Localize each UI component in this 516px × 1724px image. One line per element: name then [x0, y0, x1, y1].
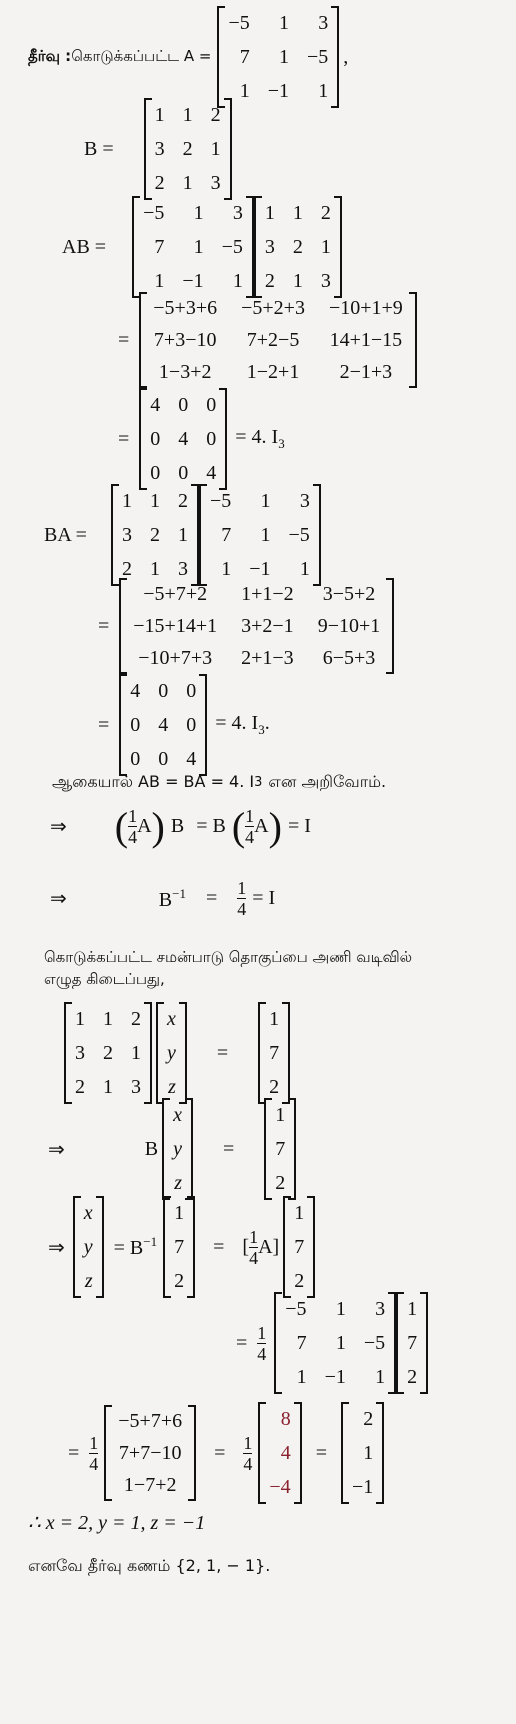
matrix-cell: 2 — [131, 1008, 141, 1030]
matrix-cell: 8 — [280, 1408, 291, 1430]
B-inverse: $B^{-1}$ — [158, 885, 186, 911]
xyz-vector — [162, 1098, 193, 1200]
matrix-cell: 4 — [186, 748, 197, 770]
BA-expanded-matrix — [119, 578, 394, 674]
matrix-cell: 4 — [150, 394, 161, 416]
matrix-cell: 3 — [318, 12, 329, 34]
AB-label: AB = — [62, 235, 107, 258]
matrix-cell: 1 — [299, 558, 310, 580]
matrix-cell: 1 — [294, 1202, 305, 1224]
matrix-cell: 1 — [131, 1042, 141, 1064]
matrix-cell: −5+3+6 — [153, 297, 218, 319]
matrix-cell: 1 — [269, 1008, 280, 1030]
matrix-cell: 2 — [294, 1270, 305, 1292]
matrix-cell: −5 — [143, 202, 165, 224]
matrix-cell: 1 — [177, 524, 188, 546]
equals-sign: = — [68, 1441, 80, 1464]
matrix-cell: 7 — [275, 1138, 286, 1160]
matrix-cell: 1 — [182, 172, 193, 194]
matrix-cell: 1 — [210, 138, 221, 160]
matrix-cell: 1 — [75, 1008, 85, 1030]
quarter-fraction: $\frac{1}{4}$ — [245, 806, 255, 847]
matrix-cell: 7 — [294, 1236, 305, 1258]
matrix-cell: 0 — [150, 462, 161, 484]
matrix-cell: 2 — [177, 490, 188, 512]
matrix-cell: z — [84, 1270, 93, 1292]
four-I3: = 4. $I_3$ — [235, 426, 285, 451]
matrix-cell: 4 — [158, 714, 169, 736]
matrix-cell: 1 — [154, 270, 165, 292]
matrix-cell: x — [167, 1008, 176, 1030]
matrix-cell: −5 — [221, 236, 243, 258]
matrix-cell: 0 — [158, 680, 169, 702]
BA-row — [44, 484, 321, 586]
matrix-cell: −5 — [363, 1332, 386, 1354]
matrix-cell: 3−5+2 — [322, 583, 376, 605]
equals-B: = B — [196, 815, 226, 837]
matrix-cell: 3+2−1 — [241, 615, 294, 637]
matrix-cell: 3 — [375, 1298, 386, 1320]
matrix-cell: 3 — [121, 524, 132, 546]
matrix-cell: 0 — [186, 680, 197, 702]
matrix-cell: −10+1+9 — [328, 297, 403, 319]
matrix-cell: z — [168, 1076, 176, 1098]
matrix-cell: 1 — [318, 80, 329, 102]
quarter-fraction: $\frac{1}{4}$ — [128, 806, 138, 847]
matrix-cell: 0 — [150, 428, 161, 450]
hence-sub: 3 — [254, 775, 263, 790]
matrix-cell: z — [174, 1172, 182, 1194]
matrix-cell: 2 — [210, 104, 221, 126]
matrix-cell: −15+14+1 — [133, 615, 218, 637]
matrix-cell: 1 — [264, 202, 275, 224]
hence-text: ஆகையால் AB = BA = 4. I — [52, 772, 255, 791]
matrix-cell: 3 — [210, 172, 221, 194]
matrix-cell: 1+1−2 — [241, 583, 294, 605]
matrix-cell: 2 — [182, 138, 193, 160]
matrix-cell: 3 — [177, 558, 188, 580]
matrix-cell: 4 — [280, 1442, 291, 1464]
A-letter: A — [137, 815, 152, 837]
matrix-cell: 9−10+1 — [317, 615, 381, 637]
matrix-cell: 1−3+2 — [158, 361, 212, 383]
quarter-fraction: $\frac{1}{4}$ — [257, 1322, 267, 1364]
matrix-cell: −4 — [269, 1476, 291, 1498]
matrix-cell: 1 — [375, 1366, 386, 1388]
AB-result-row — [108, 388, 285, 490]
matrix-cell: 1 — [296, 1366, 307, 1388]
matrix-A — [217, 6, 339, 108]
matrix-cell: 1 — [174, 1202, 185, 1224]
B-label: B = — [84, 137, 114, 160]
matrix-cell: 1 — [260, 490, 271, 512]
system-text-line-1: கொடுக்கப்பட்ட சமன்பாடு தொகுப்பை அணி வடிவில் — [44, 948, 413, 966]
matrix-cell: 1 — [221, 558, 232, 580]
matrix-cell: x — [173, 1104, 182, 1126]
matrix-cell: −1 — [324, 1366, 346, 1388]
A-letter: A — [254, 815, 269, 837]
matrix-cell: 1 — [279, 46, 290, 68]
AB-expanded-row — [108, 292, 417, 388]
AB-expanded-matrix — [139, 292, 417, 388]
implies-row-4: ⇒ x y z = $B^{-1}$ 1 7 2 = [ $\frac{1}{4}$ A ] 1 7 2 — [48, 1196, 315, 1298]
xyz-vector — [156, 1002, 187, 1104]
matrix-cell: 1 — [260, 524, 271, 546]
matrix-cell: 4 — [130, 680, 141, 702]
matrix-cell: 0 — [130, 714, 141, 736]
matrix-cell: −5+2+3 — [241, 297, 305, 319]
matrix-cell: y — [83, 1236, 93, 1258]
matrix-cell: 1−2+1 — [246, 361, 300, 383]
matrix-cell: 2−1+3 — [339, 361, 393, 383]
implies-arrow: ⇒ — [50, 816, 67, 838]
rhs-vector — [283, 1196, 315, 1298]
matrix-cell: −5 — [285, 1298, 307, 1320]
equals-sign: = — [118, 427, 130, 450]
matrix-cell: −5 — [228, 12, 250, 34]
equals-sign: = — [315, 1441, 327, 1464]
matrix-cell: 14+1−15 — [329, 329, 403, 351]
BA-result-matrix — [119, 674, 207, 776]
B-letter: B — [170, 815, 185, 837]
BA-label: BA = — [44, 523, 87, 546]
matrix-cell: 2 — [292, 236, 303, 258]
matrix-cell: 3 — [320, 270, 331, 292]
matrix-cell: 1 — [335, 1332, 346, 1354]
solution-set-line: எனவே தீர்வு கணம் {2, 1, − 1}. — [28, 1556, 271, 1575]
equals-sign: = — [213, 1235, 225, 1258]
matrix-cell: 0 — [186, 714, 197, 736]
matrix-cell: 0 — [206, 394, 217, 416]
matrix-cell: 0 — [130, 748, 141, 770]
matrix-cell: 1 — [103, 1076, 113, 1098]
matrix-cell: 3 — [131, 1076, 141, 1098]
given-A-row: தீர்வு : கொடுக்கப்பட்ட A = −5 1 3 7 1 −5 1 −1 1 , — [28, 6, 348, 108]
implies-row-3 — [48, 1098, 296, 1200]
therefore-line: ∴ x = 2, y = 1, z = −1 — [28, 1512, 206, 1534]
matrix-cell: 0 — [178, 462, 189, 484]
matrix-cell: y — [167, 1042, 176, 1064]
matrix-cell: 7 — [174, 1236, 185, 1258]
matrix-cell: −5+7+6 — [118, 1410, 183, 1432]
matrix-cell: 0 — [158, 748, 169, 770]
equals-sign: = — [118, 328, 130, 351]
hence-line — [52, 772, 386, 793]
matrix-cell: 3 — [264, 236, 275, 258]
matrix-cell: 1 — [193, 202, 204, 224]
matrix-cell: 1 — [149, 490, 160, 512]
matrix-cell: 2 — [103, 1042, 113, 1064]
AB-matrix-B — [254, 196, 342, 298]
rhs-vector — [264, 1098, 296, 1200]
matrix-cell: −5 — [288, 524, 310, 546]
matrix-cell: 3 — [75, 1042, 85, 1064]
matrix-cell: 1 — [279, 12, 290, 34]
matrix-cell: 1 — [154, 104, 165, 126]
matrix-cell: 7 — [296, 1332, 307, 1354]
equals-sign: = — [236, 1331, 248, 1354]
matrix-cell: 1 — [239, 80, 250, 102]
system-text-line-2: எழுத கிடைப்பது, — [44, 970, 165, 988]
quarter-fraction: $\frac{1}{4}$ — [243, 1432, 253, 1474]
equals-sign: = — [98, 614, 110, 637]
matrix-cell: 2 — [269, 1076, 280, 1098]
rhs-vector — [396, 1292, 428, 1394]
system-text — [44, 946, 412, 990]
BA-expanded-row — [88, 578, 394, 674]
implies-row-1: ⇒ ( $\frac{1}{4}$ A ) B = B ( $\frac{1}{4}$ A ) = I — [50, 803, 311, 849]
quarter-A-times-rhs-row — [226, 1292, 428, 1394]
final-matrix-A — [274, 1292, 396, 1394]
matrix-cell: y — [173, 1138, 182, 1160]
matrix-cell: −1 — [182, 270, 204, 292]
matrix-cell: 1 — [193, 236, 204, 258]
matrix-cell: −1 — [267, 80, 290, 102]
matrix-cell: 2 — [320, 202, 331, 224]
matrix-cell: 3 — [299, 490, 310, 512]
matrix-B — [144, 98, 232, 200]
AB-row — [62, 196, 342, 298]
quarter-fraction: $\frac{1}{4}$ — [89, 1432, 99, 1474]
equals-sign: = — [214, 1441, 226, 1464]
quarter-fraction: $\frac{1}{4}$ — [249, 1226, 259, 1268]
solution-label: தீர்வு : — [28, 47, 72, 65]
matrix-cell: 2 — [264, 270, 275, 292]
matrix-cell: −5 — [209, 490, 232, 512]
matrix-cell: 0 — [178, 394, 189, 416]
equals-sign: = — [205, 887, 218, 909]
matrix-cell: 6−5+3 — [322, 647, 376, 669]
final-vector-8-4-neg4 — [258, 1402, 301, 1504]
AB-result-matrix — [139, 388, 227, 490]
AB-matrix-A — [132, 196, 254, 298]
matrix-cell: −1 — [351, 1476, 374, 1498]
BA-matrix-B — [111, 484, 199, 586]
matrix-cell: 0 — [206, 428, 217, 450]
matrix-cell: 7 — [154, 236, 165, 258]
matrix-cell: 7 — [407, 1332, 418, 1354]
matrix-cell: 2 — [407, 1366, 418, 1388]
matrix-cell: 2+1−3 — [241, 647, 294, 669]
matrix-cell: 1 — [292, 270, 303, 292]
B-letter: B — [144, 1137, 159, 1160]
matrix-cell: 2 — [363, 1408, 374, 1430]
hence-tail: என அறிவோம். — [268, 772, 387, 791]
matrix-cell: 2 — [121, 558, 132, 580]
final-expanded-vector — [104, 1405, 196, 1501]
A-letter: A — [258, 1235, 273, 1258]
BA-result-row — [88, 674, 270, 776]
matrix-cell: 7 — [221, 524, 232, 546]
matrix-cell: 1 — [292, 202, 303, 224]
matrix-cell: 3 — [154, 138, 165, 160]
matrix-cell: 2 — [154, 172, 165, 194]
system-matrix-B — [64, 1002, 152, 1104]
B-inverse: = $B^{-1}$ — [113, 1234, 158, 1259]
equals-I: = I — [252, 887, 276, 909]
matrix-cell: 7+7−10 — [118, 1442, 182, 1464]
matrix-cell: 7 — [269, 1042, 280, 1064]
matrix-cell: 4 — [206, 462, 217, 484]
matrix-cell: 1 — [407, 1298, 418, 1320]
matrix-cell: 2 — [75, 1076, 85, 1098]
implies-arrow: ⇒ — [48, 1138, 65, 1161]
matrix-cell: 1 — [182, 104, 193, 126]
equals-I: = I — [287, 815, 311, 837]
BA-matrix-A — [199, 484, 321, 586]
matrix-cell: 1 — [121, 490, 132, 512]
implies-arrow: ⇒ — [50, 888, 67, 910]
matrix-cell: x — [83, 1202, 93, 1224]
final-vector-result — [341, 1402, 384, 1504]
matrix-cell: −10+7+3 — [138, 647, 213, 669]
matrix-cell: 7+3−10 — [153, 329, 217, 351]
matrix-cell: 2 — [174, 1270, 185, 1292]
matrix-cell: 4 — [178, 428, 189, 450]
implies-row-2 — [50, 878, 275, 919]
matrix-cell: −1 — [249, 558, 271, 580]
matrix-cell: 7 — [239, 46, 250, 68]
rhs-vector — [258, 1002, 290, 1104]
xyz-vector — [73, 1196, 104, 1298]
matrix-cell: 1 — [275, 1104, 286, 1126]
matrix-cell: 2 — [275, 1172, 286, 1194]
matrix-cell: 1 — [335, 1298, 346, 1320]
equals-sign: = — [223, 1137, 235, 1160]
matrix-cell: 1 — [149, 558, 160, 580]
quarter-fraction: $\frac{1}{4}$ — [237, 878, 247, 919]
matrix-cell: 1 — [103, 1008, 113, 1030]
final-computation-row — [68, 1402, 384, 1504]
implies-arrow: ⇒ — [48, 1236, 65, 1259]
given-text: கொடுக்கப்பட்ட A = — [71, 47, 212, 65]
matrix-cell: 1−7+2 — [123, 1474, 177, 1496]
matrix-cell: −5 — [307, 46, 329, 68]
four-I3-dot: = 4. $I_3$. — [215, 712, 270, 737]
matrix-cell: −5+7+2 — [143, 583, 208, 605]
equals-sign: = — [98, 713, 110, 736]
equals-sign: = — [216, 1041, 229, 1064]
matrix-cell: 1 — [363, 1442, 374, 1464]
system-matrix-row — [64, 1002, 290, 1104]
matrix-cell: 1 — [320, 236, 331, 258]
matrix-cell: 2 — [149, 524, 160, 546]
matrix-cell: 7+2−5 — [246, 329, 300, 351]
matrix-cell: 3 — [232, 202, 243, 224]
B-row — [84, 98, 232, 200]
matrix-cell: 1 — [232, 270, 243, 292]
rhs-vector — [163, 1196, 195, 1298]
